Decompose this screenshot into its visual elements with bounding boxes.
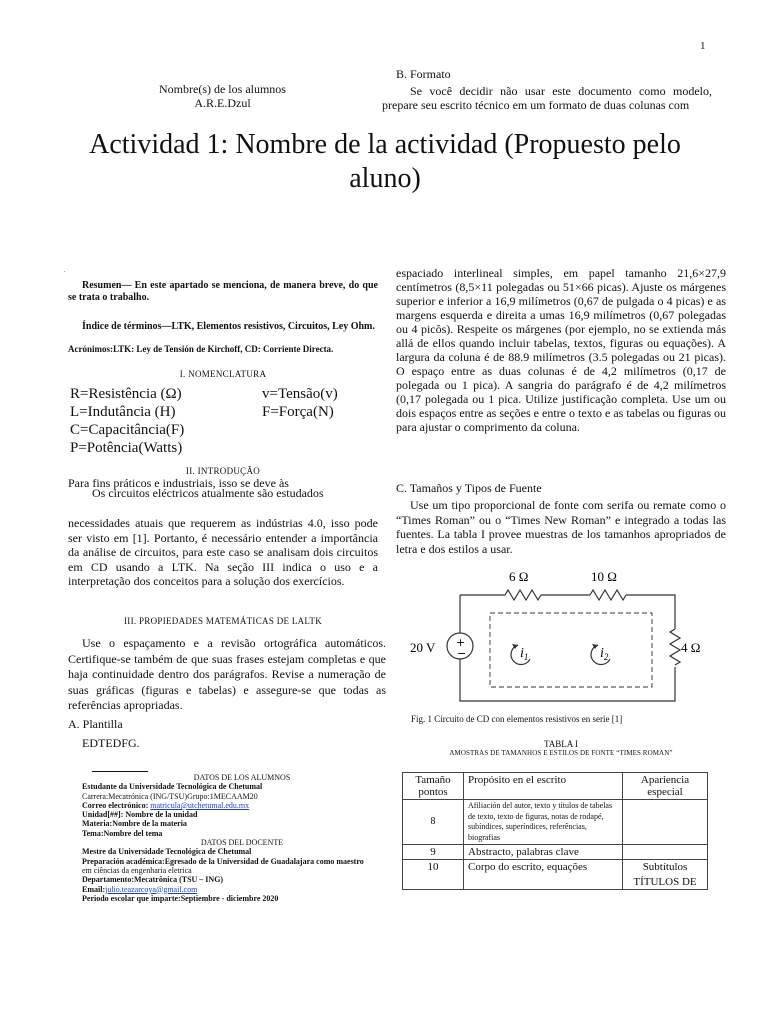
stray-dot: . [64,268,66,274]
nomenclature-right [262,422,338,438]
table-caption: TABLA I [543,739,579,749]
abstract: Resumen— En este apartado se menciona, de manera breve, do que se trata o trabalho. [68,280,378,303]
teacher-prep-label: Preparación académica: [82,856,165,866]
table-header-appearance: Apariencia especial [623,773,708,800]
table-cell-purpose: Afiliación del autor, texto y títulos de tabelas de texto, texto de figuras, notas de rodapé, subíndices, superíndices, referências, biografias [464,800,623,845]
author-block [120,82,325,110]
right-column-body: espaciado interlineal simples, em papel tamanho 21,6×27,9 centímetros (8,5×11 polegadas ou 51×66 picas). Ajuste os márgenes superior e inferior a 16,9 milímetros (0,67 de pulgada o 4 picas) e as margens esquerda e direita a umas 16,9 milímetros (0,67 polegadas ou 4 picôs). Respeite os márgenes (por ejemplo, no se extienda más allá de ellos quando incluir tabelas, textos, figuras ou equações). A largura da coluna é de 88.9 milímetros (3.5 polegadas ou 21 picas). O espaço entre as duas colunas é de 4,2 milímetros (0,17 de polegada ou 1 pica). A sangria do parágrafo é de 4,2 milímetros (0,17 polegada ou 1 pica. Utilize justificação completa. Use um ou dois espaços entre as seções e entre o texto e as tabelas ou figuras ou para ajustar o comprimento da coluna. [396,266,726,434]
figure-caption: Fig. 1 Circuito de CD con elementos resistivos en serie [1] [411,714,623,724]
teacher-email-link[interactable]: julio.teazarcoya@gmail.com [105,884,198,894]
nomenclature-left: C=Capacitância(F) [70,422,185,438]
student-career: Carrera:Mecatrónica (ING/TSU)Grupo:1MECAAM20 [82,791,258,801]
author-label: Nombre(s) de los alumnos [159,82,286,96]
resistor-4-symbol [670,629,680,665]
table-cell-purpose: Corpo do escrito, equações [464,860,623,890]
student-subject: Materia:Nombre de la materia [82,819,187,829]
circuit-wire [460,595,675,701]
nomenclature-row [70,386,338,402]
table-cell-size: 8 [403,800,464,845]
nomenclature-right: v=Tensão(v) [262,386,338,402]
appearance-subtitles: Subtítulos [642,861,688,873]
resistor-10-label: 10 Ω [591,569,617,584]
table-subcaption: AMOSTRAS DE TAMANHOS E ESTILOS DE FONTE “TIMES ROMAN” [449,749,673,757]
circuit-figure [405,567,725,707]
resistor-10-symbol [590,590,626,600]
mesh-current-1: $i_1$ [520,646,529,662]
table-cell-size: 9 [403,845,464,860]
source-plus: + [456,636,466,649]
mesh-current-2: $i_2$ [600,646,609,662]
subsection-a-heading: A. Plantilla [68,717,123,731]
nomenclature-right [262,440,338,456]
format-body: Se você decidir não usar este documento como modelo, prepare seu escrito técnico em um formato de duas colunas com [382,84,712,112]
section3-heading: III. PROPIEDADES MATEMÁTICAS DE LALTK [123,616,323,626]
format-heading: B. Formato [396,67,451,81]
source-label: 20 V [410,640,436,655]
table-row [403,800,708,845]
students-heading: DATOS DE LOS ALUMNOS [193,773,291,782]
teacher-prep-continued: em ciências da engenharia eletrica [82,865,192,875]
table-row [403,860,708,890]
section3-body: Use o espaçamento e a revisão ortográfica automáticos. Certifique-se também de que suas frases estejam completas e que haja continuidade dentro dos parágrafos. Revise a numeração de suas gráficas (figuras e tabelas) e assegure-se que todas as referências apropriadas. [68,636,386,712]
nomenclature-heading: I. NOMENCLATURA [179,369,267,379]
introduction-line-2: Os circuitos eléctricos atualmente são estudados [92,486,324,500]
introduction-heading: II. INTRODUÇÃO [185,466,261,476]
appearance-titles: TÍTULOS DE [633,876,697,888]
paper-title: Actividad 1: Nombre de la actividad (Propuesto pelo aluno) [89,129,681,194]
nomenclature-right: F=Força(N) [262,404,334,420]
page-number: 1 [700,40,706,52]
table-cell-purpose: Abstracto, palabras clave [464,845,623,860]
nomenclature-table [68,384,340,458]
mesh-boundary [490,613,652,687]
nomenclature-row [70,404,338,420]
introduction-line-1: Para fins práticos e industriais, isso se deve às [68,476,289,490]
nomenclature-left: R=Resistência (Ω) [70,386,182,402]
student-email-label: Correo electrónico: [82,800,151,810]
author-names: A.R.E.Dzul [194,96,251,110]
table-header-row [403,773,708,800]
student-unit: Unidad[##]: Nombre de la unidad [82,810,198,820]
student-school: Estudante da Universidade Tecnológica de Chetumal [82,782,263,792]
footnote-rule [92,771,148,772]
student-topic: Tema:Nombre del tema [82,828,163,838]
table-caption-block [396,740,726,758]
source-minus: − [457,647,467,660]
table-row [403,845,708,860]
student-email-link[interactable]: matricula@utchetumal.edu.mx [150,800,250,810]
table-cell-appearance [623,860,708,890]
teacher-period: Periodo escolar que imparte:Septiembre - diciembre 2020 [82,893,279,903]
index-terms: Índice de términos—LTK, Elementos resistivos, Circuitos, Ley Ohm. [82,321,375,332]
teacher-email-label: Email: [82,884,106,894]
nomenclature-row [70,440,338,456]
table-header-purpose: Propósito en el escrito [464,773,623,800]
nomenclature-left: P=Potência(Watts) [70,440,183,456]
subsection-a-text: EDTEDFG. [82,736,140,750]
resistor-6-symbol [505,590,541,600]
table-cell-appearance [623,845,708,860]
teacher-prep-value: Egresado de la Universidad de Guadalajara como maestro [164,856,364,866]
table-cell-size: 10 [403,860,464,890]
introduction-body: necessidades atuais que requerem as indústrias 4.0, isso pode ser visto em [1]. Portanto, é necessário entender a importância da análise de circuitos, para este caso se analisam dois circuitos em CD usando a LTK. Na seção III indica o uso e a interpretação dos conceitos para a solução dos exercícios. [68,516,378,588]
section-c-heading: C. Tamaños y Tipos de Fuente [396,481,542,495]
teacher-email-line [82,885,402,894]
teacher-heading: DATOS DEL DOCENTE [200,838,284,848]
font-size-table [402,772,708,890]
table-header-size: Tamaño pontos [403,773,464,800]
nomenclature-left: L=Indutância (H) [70,404,176,420]
teacher-prep-line [82,857,402,866]
acronyms: Acrónimos:LTK: Ley de Tensión de Kirchoff, CD: Corriente Directa. [68,344,334,354]
table-cell-appearance [623,800,708,845]
nomenclature-row [70,422,338,438]
section-c-body: Use um tipo proporcional de fonte com serifa ou remate como o “Times Roman” ou o “Times New Roman” e integrado a todas las fuentes. La tabla I provee muestras de los tamanhos apropriados de letra e dos estilos a usar. [396,498,726,556]
resistor-6-label: 6 Ω [509,569,529,584]
student-email-line [82,801,402,810]
teacher-school: Mestre da Universidade Tecnológica de Chetumal [82,847,252,857]
resistor-4-label: 4 Ω [681,640,701,655]
students-info [82,773,402,903]
teacher-department: Departamento:Mecatrônica (TSU – ING) [82,875,224,885]
